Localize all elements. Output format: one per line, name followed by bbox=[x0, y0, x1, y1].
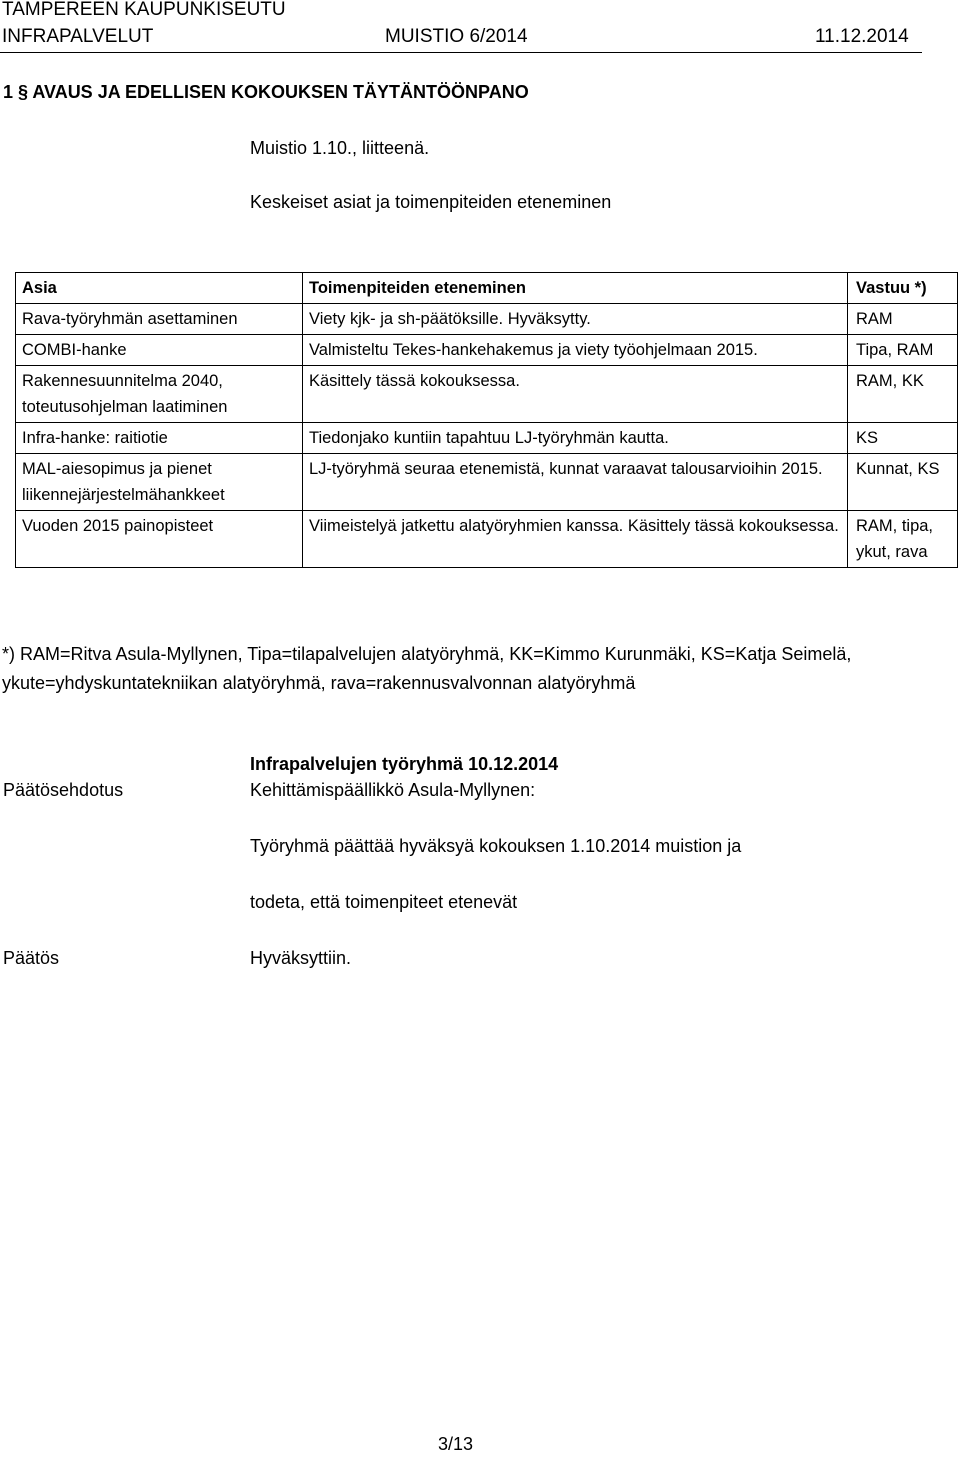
proposal-presenter: Kehittämispäällikkö Asula-Myllynen: bbox=[250, 780, 536, 800]
table-row bbox=[16, 304, 958, 335]
table-cell: Kunnat, KS bbox=[848, 454, 958, 511]
table-cell: COMBI-hanke bbox=[16, 335, 303, 366]
table-cell: RAM, KK bbox=[848, 366, 958, 423]
section-subheading: Keskeiset asiat ja toimenpiteiden eteneminen bbox=[250, 192, 612, 212]
table-row bbox=[16, 454, 958, 511]
column-header: Toimenpiteiden eteneminen bbox=[303, 273, 848, 304]
table-cell: MAL-aiesopimus ja pienet liikennejärjestelmähankkeet bbox=[16, 454, 303, 511]
memo-line: Muistio 1.10., liitteenä. bbox=[250, 138, 430, 158]
table-cell: Viimeistelyä jatkettu alatyöryhmien kanssa. Käsittely tässä kokouksessa. bbox=[303, 511, 848, 568]
section-title: 1 § AVAUS JA EDELLISEN KOKOUKSEN TÄYTÄNTÖÖNPANO bbox=[3, 82, 529, 102]
column-header: Asia bbox=[16, 273, 303, 304]
table-cell: Käsittely tässä kokouksessa. bbox=[303, 366, 848, 423]
header-org: TAMPEREEN KAUPUNKISEUTU bbox=[2, 0, 286, 20]
table-cell: Vuoden 2015 painopisteet bbox=[16, 511, 303, 568]
header-rule bbox=[0, 52, 922, 53]
proposal-text-line-2: todeta, että toimenpiteet etenevät bbox=[250, 892, 518, 912]
table-row bbox=[16, 366, 958, 423]
header-doc-number: MUISTIO 6/2014 bbox=[385, 26, 528, 47]
proposal-group: Infrapalvelujen työryhmä 10.12.2014 bbox=[250, 754, 559, 774]
table-cell: Rava-työryhmän asettaminen bbox=[16, 304, 303, 335]
table-cell: Rakennesuunnitelma 2040, toteutusohjelman laatiminen bbox=[16, 366, 303, 423]
table-row bbox=[16, 511, 958, 568]
table-cell: Tipa, RAM bbox=[848, 335, 958, 366]
table-row bbox=[16, 423, 958, 454]
table-cell: Infra-hanke: raitiotie bbox=[16, 423, 303, 454]
table-cell: RAM, tipa, ykut, rava bbox=[848, 511, 958, 568]
page-number: 3/13 bbox=[438, 1434, 474, 1454]
proposal-text-line-1: Työryhmä päättää hyväksyä kokouksen 1.10.2014 muistion ja bbox=[250, 836, 742, 856]
header-unit: INFRAPALVELUT bbox=[2, 26, 154, 47]
decision-label: Päätös bbox=[3, 948, 60, 968]
table-cell: LJ-työryhmä seuraa etenemistä, kunnat varaavat talousarvioihin 2015. bbox=[303, 454, 848, 511]
table-header-row bbox=[16, 273, 958, 304]
responsibility-footnote: *) RAM=Ritva Asula-Myllynen, Tipa=tilapalvelujen alatyöryhmä, KK=Kimmo Kurunmäki, KS=Katja Seimelä, ykute=yhdyskuntatekniikan alatyöryhmä, rava=rakennusvalvonnan alatyöryhmä bbox=[2, 644, 852, 693]
table-cell: Viety kjk- ja sh-päätöksille. Hyväksytty. bbox=[303, 304, 848, 335]
table-cell: RAM bbox=[848, 304, 958, 335]
decision-text: Hyväksyttiin. bbox=[250, 948, 352, 968]
progress-table bbox=[15, 272, 958, 568]
header-date: 11.12.2014 bbox=[815, 26, 909, 47]
proposal-label: Päätösehdotus bbox=[3, 780, 124, 800]
table-cell: Tiedonjako kuntiin tapahtuu LJ-työryhmän kautta. bbox=[303, 423, 848, 454]
column-header: Vastuu *) bbox=[848, 273, 958, 304]
table-cell: Valmisteltu Tekes-hankehakemus ja viety työohjelmaan 2015. bbox=[303, 335, 848, 366]
table-row bbox=[16, 335, 958, 366]
table-cell: KS bbox=[848, 423, 958, 454]
